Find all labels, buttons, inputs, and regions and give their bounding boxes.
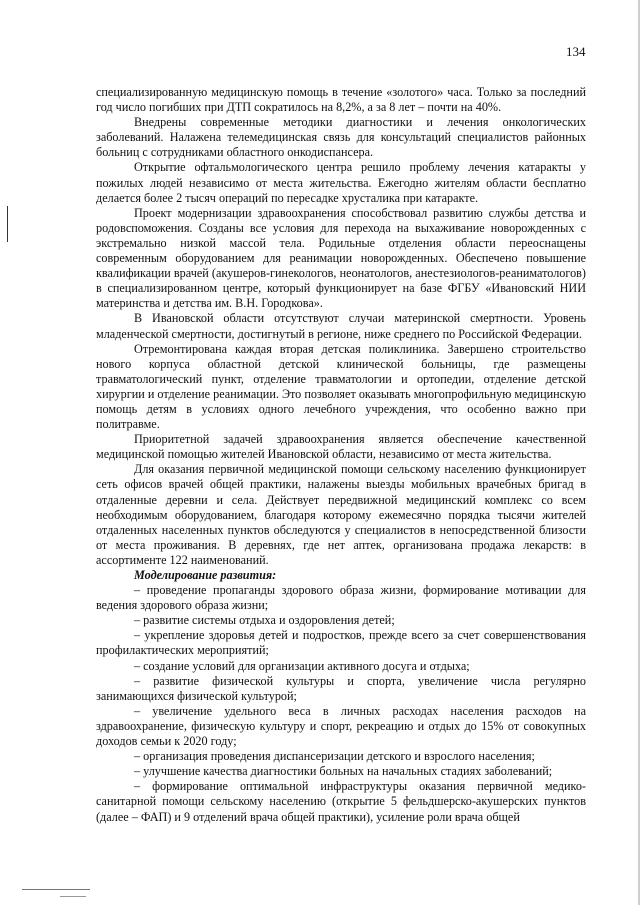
list-item: – развитие физической культуры и спорта, увеличение числа регулярно занимающихся физической культурой; bbox=[96, 673, 586, 703]
paragraph: Приоритетной задачей здравоохранения является обеспечение качественной медицинской помощью жителей Ивановской области, независимо от места жительства. bbox=[96, 432, 586, 462]
paragraph: Отремонтирована каждая вторая детская поликлиника. Завершено строительство нового корпуса областной детской клинической больницы, где размещены травматологический пункт, отделение травматологии и ортопедии, отделение детской хирургии и отделение реанимации. Это позволяет оказывать многопрофильную медицинскую помощь детям в условиях одного лечебного учреждения, что особенно важно при политравме. bbox=[96, 341, 586, 432]
list-item: – проведение пропаганды здорового образа жизни, формирование мотивации для ведения здорового образа жизни; bbox=[96, 583, 586, 613]
list-item: – увеличение удельного веса в личных расходах населения расходов на здравоохранение, физическую культуру и спорт, рекреацию и отдых до 15% от совокупных доходов семьи к 2020 году; bbox=[96, 703, 586, 749]
document-body bbox=[96, 85, 586, 825]
paragraph: Проект модернизации здравоохранения способствовал развитию службы детства и родовспоможения. Созданы все условия для перехода на выхаживание новорожденных с экстремально низкой массой тела. Родильные отделения области переоснащены современным оборудованием для реанимации новорожденных. Обеспечено повышение квалификации врачей (акушеров-гинекологов, неонатологов, анестезиологов-реаниматологов) в специализированном центре, который функционирует на базе ФГБУ «Ивановский НИИ материнства и детства им. В.Н. Городкова». bbox=[96, 205, 586, 311]
section-heading: Моделирование развития: bbox=[134, 568, 277, 582]
paragraph: В Ивановской области отсутствуют случаи материнской смертности. Уровень младенческой смертности, достигнутый в регионе, ниже среднего по Российской Федерации. bbox=[96, 311, 586, 341]
margin-mark bbox=[7, 206, 8, 242]
list-item: – формирование оптимальной инфраструктуры оказания первичной медико-санитарной помощи сельскому населению (открытие 5 фельдшерско-акушерских пунктов (далее – ФАП) и 9 отделений врача общей практики), усиление роли врача общей bbox=[96, 779, 586, 824]
paragraph: Открытие офтальмологического центра решило проблему лечения катаракты у пожилых людей независимо от места жительства. Ежегодно жителям области бесплатно делается более 2 тысяч операций по пересадке хрусталика при катаракте. bbox=[96, 160, 586, 205]
footer-line bbox=[22, 889, 90, 890]
list-item: – укрепление здоровья детей и подростков, прежде всего за счет совершенствования профилактических мероприятий; bbox=[96, 628, 586, 658]
paragraph: специализированную медицинскую помощь в течение «золотого» часа. Только за последний год число погибших при ДТП сократилось на 8,2%, а за 8 лет – почти на 40%. bbox=[96, 85, 586, 115]
paragraph: Для оказания первичной медицинской помощи сельскому населению функционирует сеть офисов врачей общей практики, налажены выезды мобильных врачебных бригад в отдаленные деревни и села. Действует передвижной медицинский комплекс со всем необходимым оборудованием, благодаря которому ежемесячно порядка тысячи жителей отдаленных населенных пунктов обследуются у специалистов в непосредственной близости от места проживания. В деревнях, где нет аптек, организована продажа лекарств: в ассортименте 122 наименований. bbox=[96, 462, 586, 567]
footer-line bbox=[60, 896, 86, 897]
list-item: – развитие системы отдыха и оздоровления детей; bbox=[134, 613, 395, 628]
paragraph: Внедрены современные методики диагностики и лечения онкологических заболеваний. Налажена телемедицинская связь для консультаций специалистов районных больниц с сотрудниками областного онкодиспансера. bbox=[96, 115, 586, 160]
list-item: – улучшение качества диагностики больных на начальных стадиях заболеваний; bbox=[134, 764, 553, 779]
list-item: – организация проведения диспансеризации детского и взрослого населения; bbox=[134, 749, 535, 764]
list-item: – создание условий для организации активного досуга и отдыха; bbox=[134, 658, 470, 673]
page-number: 134 bbox=[566, 44, 586, 59]
